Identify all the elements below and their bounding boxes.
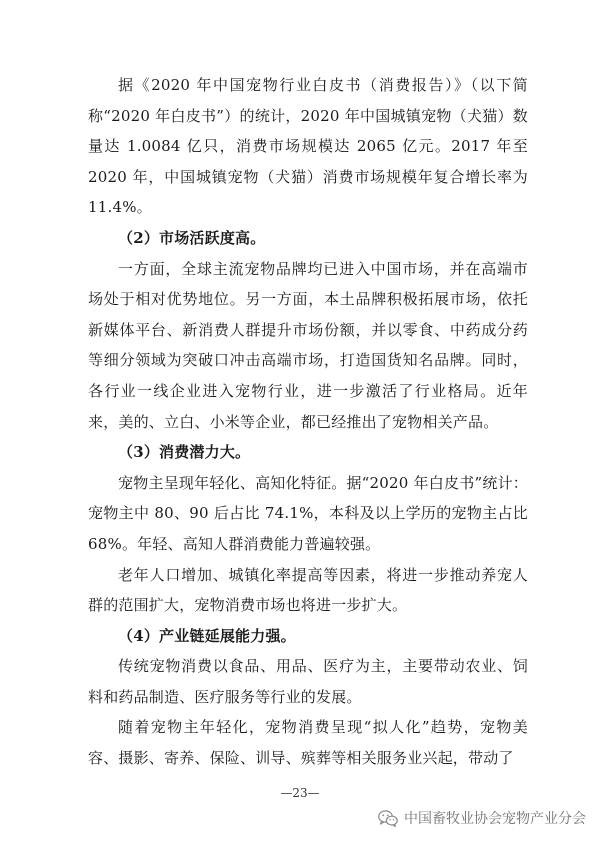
paragraph-humanization-trend: 随着宠物主年轻化，宠物消费呈现“拟人化”趋势，宠物美容、摄影、寄养、保险、训导、殡葬等相关服务业兴起，带动了 [88,718,528,768]
paragraph-market-activity: 一方面，全球主流宠物品牌均已进入中国市场，并在高端市场处于相对优势地位。另一方面，本土品牌积极拓展市场，依托新媒体平台、新消费人群提升市场份额，并以零食、中药成分药等细分领域为突破口冲击高端市场，打造国货知名品牌。同时，各行业一线企业进入宠物行业，进一步激活了行业格局。近年来，美的、立白、小米等企业，都已经推出了宠物相关产品。 [88,259,528,431]
heading-consumption-potential: （3）消费潜力大。 [118,443,251,462]
watermark [378,808,586,828]
document-body [88,70,528,774]
watermark-text: 中国畜牧业协会宠物产业分会 [404,811,586,827]
wechat-icon [378,810,398,827]
paragraph-traditional-consumption: 传统宠物消费以食品、用品、医疗为主，主要带动农业、饲料和药品制造、医疗服务等行业的发展。 [88,657,528,706]
heading-industry-chain: （4）产业链延展能力强。 [118,626,296,645]
page-number: —23— [280,786,320,800]
paragraph-elderly-urbanization: 老年人口增加、城镇化率提高等因素，将进一步推动养宠人群的范围扩大，宠物消费市场也将进一步扩大。 [88,565,528,615]
paragraph-pet-owner-profile: 宠物主呈现年轻化、高知化特征。据“2020 年白皮书”统计：宠物主中 80、90 后占比 74.1%，本科及以上学历的宠物主占比 68%。年轻、高知人群消费能力普遍较强。 [88,473,528,553]
heading-market-activity: （2）市场活跃度高。 [118,228,266,247]
paragraph-market-size: 据《2020 年中国宠物行业白皮书（消费报告）》（以下简称“2020 年白皮书”）的统计，2020 年中国城镇宠物（犬猫）数量达 1.0084 亿只，消费市场规模达 2065 亿元。2017 年至 2020 年，中国城镇宠物（犬猫）消费市场规模年复合增长率为 11.4%。 [88,76,528,217]
